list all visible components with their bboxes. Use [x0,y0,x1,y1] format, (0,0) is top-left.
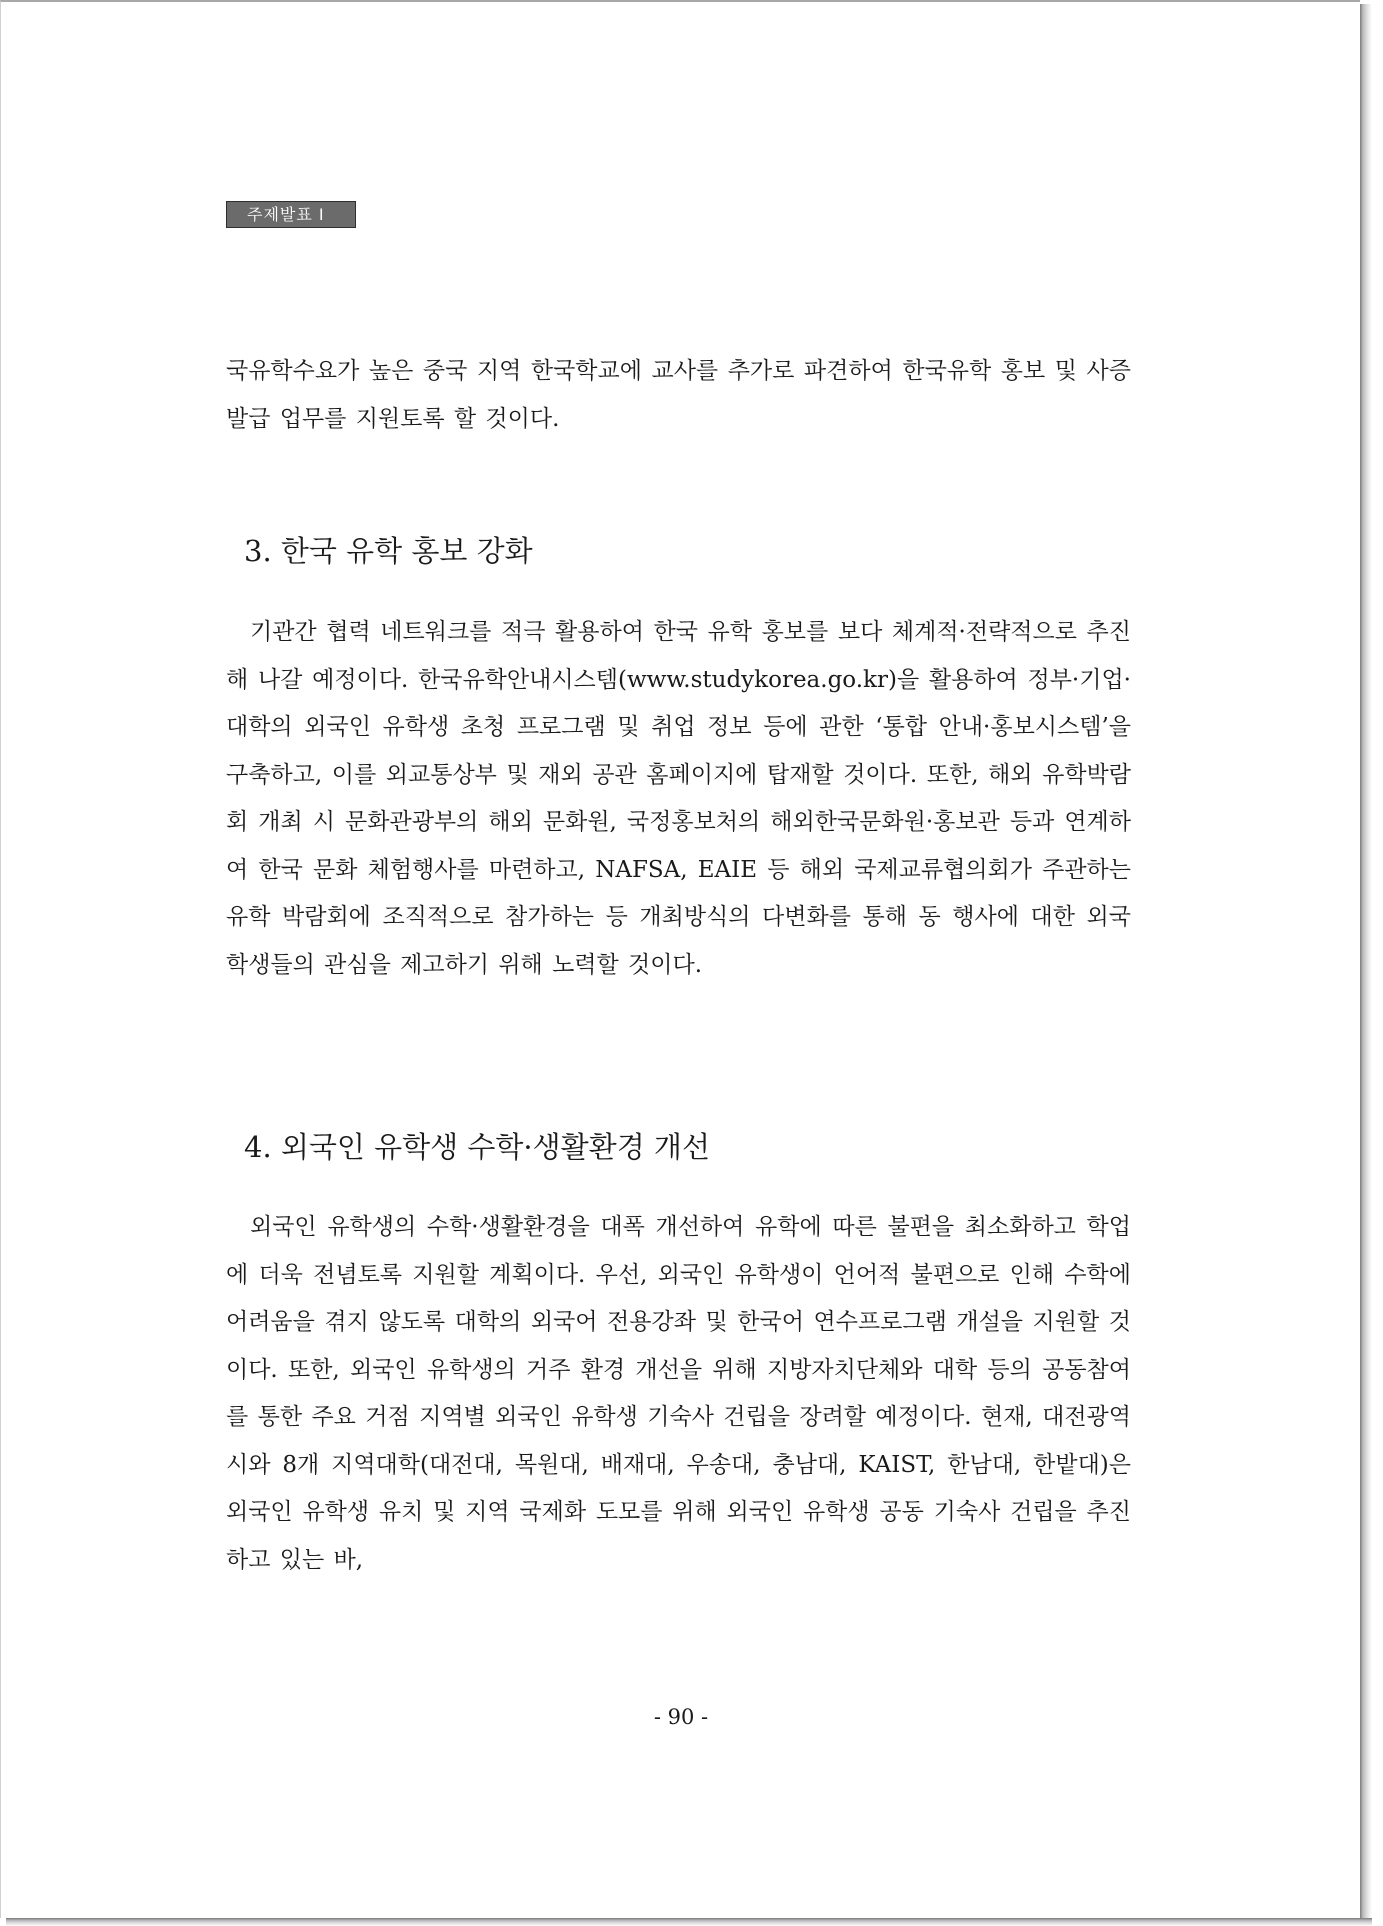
page-shadow-bottom [6,1918,1372,1926]
section-3-paragraph: 기관간 협력 네트워크를 적극 활용하여 한국 유학 홍보를 보다 체계적·전략적으로 추진해 나갈 예정이다. 한국유학안내시스템(www.studykorea.go.kr)을 활용하여 정부·기업·대학의 외국인 유학생 초청 프로그램 및 취업 정보 등에 관한 ‘통합 안내·홍보시스템’을 구축하고, 이를 외교통상부 및 재외 공관 홈페이지에 탑재할 것이다. 또한, 해외 유학박람회 개최 시 문화관광부의 해외 문화원, 국정홍보처의 해외한국문화원·홍보관 등과 연계하여 한국 문화 체험행사를 마련하고, NAFSA, EAIE 등 해외 국제교류협의회가 주관하는 유학 박람회에 조직적으로 참가하는 등 개최방식의 다변화를 통해 동 행사에 대한 외국 학생들의 관심을 제고하기 위해 노력할 것이다. [226,619,1131,978]
section-4-heading: 4. 외국인 유학생 수학·생활환경 개선 [244,1130,710,1164]
section-tag-label: 주제발표 Ⅰ [226,201,356,228]
intro-paragraph: 국유학수요가 높은 중국 지역 한국학교에 교사를 추가로 파견하여 한국유학 홍보 및 사증발급 업무를 지원토록 할 것이다. [226,358,1131,432]
section-3-heading: 3. 한국 유학 홍보 강화 [244,534,533,568]
section-4-paragraph: 외국인 유학생의 수학·생활환경을 대폭 개선하여 유학에 따른 불편을 최소화하고 학업에 더욱 전념토록 지원할 계획이다. 우선, 외국인 유학생이 언어적 불편으로 인해 수학에 어려움을 겪지 않도록 대학의 외국어 전용강좌 및 한국어 연수프로그램 개설을 지원할 것이다. 또한, 외국인 유학생의 거주 환경 개선을 위해 지방자치단체와 대학 등의 공동참여를 통한 주요 거점 지역별 외국인 유학생 기숙사 건립을 장려할 예정이다. 현재, 대전광역시와 8개 지역대학(대전대, 목원대, 배재대, 우송대, 충남대, KAIST, 한남대, 한밭대)은 외국인 유학생 유치 및 지역 국제화 도모를 위해 외국인 유학생 공동 기숙사 건립을 추진하고 있는 바, [226,1214,1131,1573]
page-number: - 90 - [653,1705,709,1729]
page-shadow-right [1360,4,1372,1926]
